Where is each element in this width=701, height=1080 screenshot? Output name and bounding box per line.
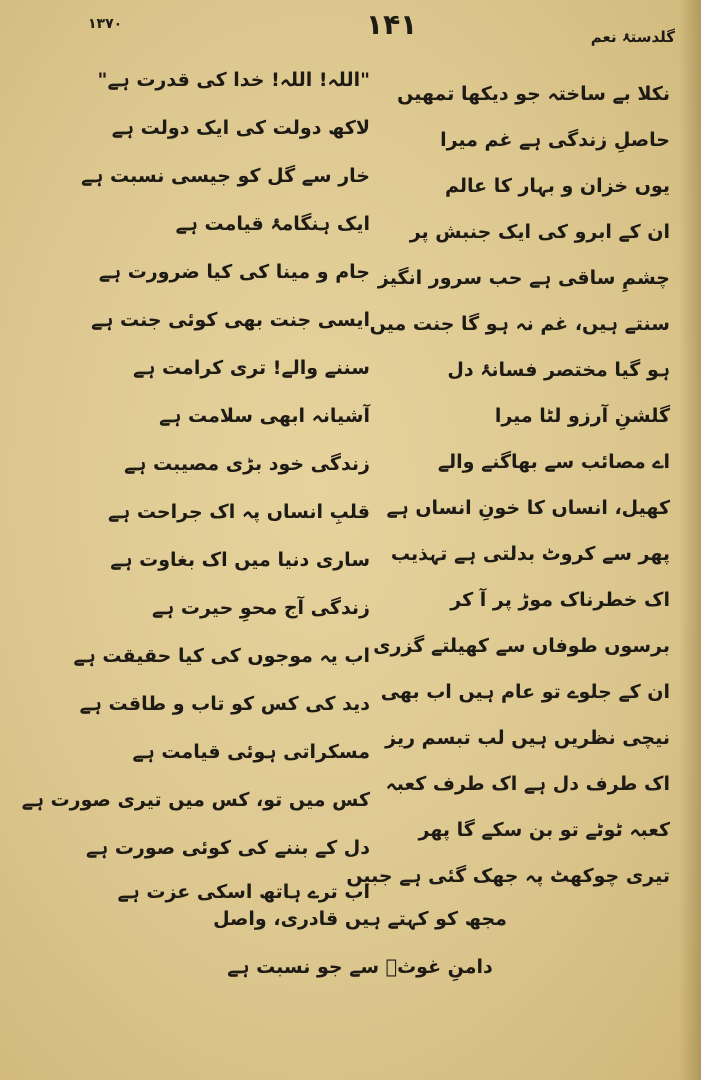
verse-line: حاصلِ زندگی ہے غم میرا (440, 129, 670, 151)
verse-line: دید کی کس کو تاب و طاقت ہے (79, 693, 370, 715)
verse-line: مسکراتی ہوئی قیامت ہے (132, 741, 370, 763)
verse-line: اب یہ موجوں کی کیا حقیقت ہے (73, 645, 370, 667)
verse-line: ایسی جنت بھی کوئی جنت ہے (91, 309, 370, 331)
verse-line: زندگی آج محوِ حیرت ہے (152, 597, 370, 619)
verse-line: ایک ہنگامۂ قیامت ہے (175, 213, 370, 235)
verse-line: یوں خزان و بہار کا عالم (444, 175, 670, 197)
verse-line: کھیل، انساں کا خونِ انساں ہے (386, 497, 670, 519)
verse-line: کعبہ ٹوٹے تو بن سکے گا پھر (418, 819, 670, 841)
verse-line: چشمِ ساقی ہے حب سرور انگیز (377, 267, 670, 289)
verse-line: گلشنِ آرزو لٹا میرا (494, 405, 670, 427)
verse-line: زندگی خود بڑی مصیبت ہے (124, 453, 370, 475)
page-number: ۱۴۱ (366, 8, 418, 41)
verse-line: جام و مینا کی کیا ضرورت ہے (98, 261, 370, 283)
verse-line: اک خطرناک موڑ پر آ کر (450, 589, 670, 611)
verse-line: تیری چوکھٹ پہ جھک گئی ہے جبیں (346, 865, 670, 887)
first-hemistich-column (346, 72, 670, 902)
running-title: گلدستۂ نعم (590, 28, 675, 46)
verse-line: ان کے جلوے تو عام ہیں اب بھی (380, 681, 670, 703)
verse-line: اک طرف دل ہے اک طرف کعبہ (385, 773, 670, 795)
verse-line: لاکھ دولت کی ایک دولت ہے (111, 117, 370, 139)
verse-line: سنتے ہیں، غم نہ ہو گا جنت میں (369, 313, 670, 335)
verse-line: دل کے بننے کی کوئی صورت ہے (85, 837, 370, 859)
verse-line: آشیانہ ابھی سلامت ہے (159, 405, 370, 427)
verse-line: "اللہ! اللہ! خدا کی قدرت ہے" (97, 69, 370, 91)
verse-line: سننے والے! تری کرامت ہے (133, 357, 370, 379)
header-date: ۱۳۷۰ (88, 16, 123, 32)
verse-line: اے مصائب سے بھاگنے والے (437, 451, 670, 473)
page-edge-shadow (679, 0, 701, 1080)
verse-line: نیچی نظریں ہیں لب تبسم ریز (385, 727, 670, 749)
verse-line: نکلا بے ساختہ جو دیکھا تمھیں (397, 83, 670, 105)
verse-line: پھر سے کروٹ بدلتی ہے تہذیب (390, 543, 670, 565)
verse-line: کس میں تو، کس میں تیری صورت ہے (21, 789, 370, 811)
verse-line: ہو گیا مختصر فسانۂ دل (447, 359, 670, 381)
verse-line: ان کے ابرو کی ایک جنبش پر (409, 221, 670, 243)
verse-line: قلبِ انساں پہ اک جراحت ہے (107, 501, 370, 523)
verse-line: ساری دنیا میں اک بغاوت ہے (110, 549, 370, 571)
closing-verse-line-1: مجھ کو کہتے ہیں قادری، واصل (213, 908, 507, 930)
second-hemistich-column (21, 58, 370, 908)
verse-line: خار سے گل کو جیسی نسبت ہے (81, 165, 370, 187)
verse-line: برسوں طوفاں سے کھیلتے گزری (373, 635, 670, 657)
verse-line: اب ترے ہاتھ اسکی عزت ہے (117, 881, 370, 903)
closing-verse-line-2: دامنِ غوثؓ سے جو نسبت ہے (227, 956, 493, 978)
